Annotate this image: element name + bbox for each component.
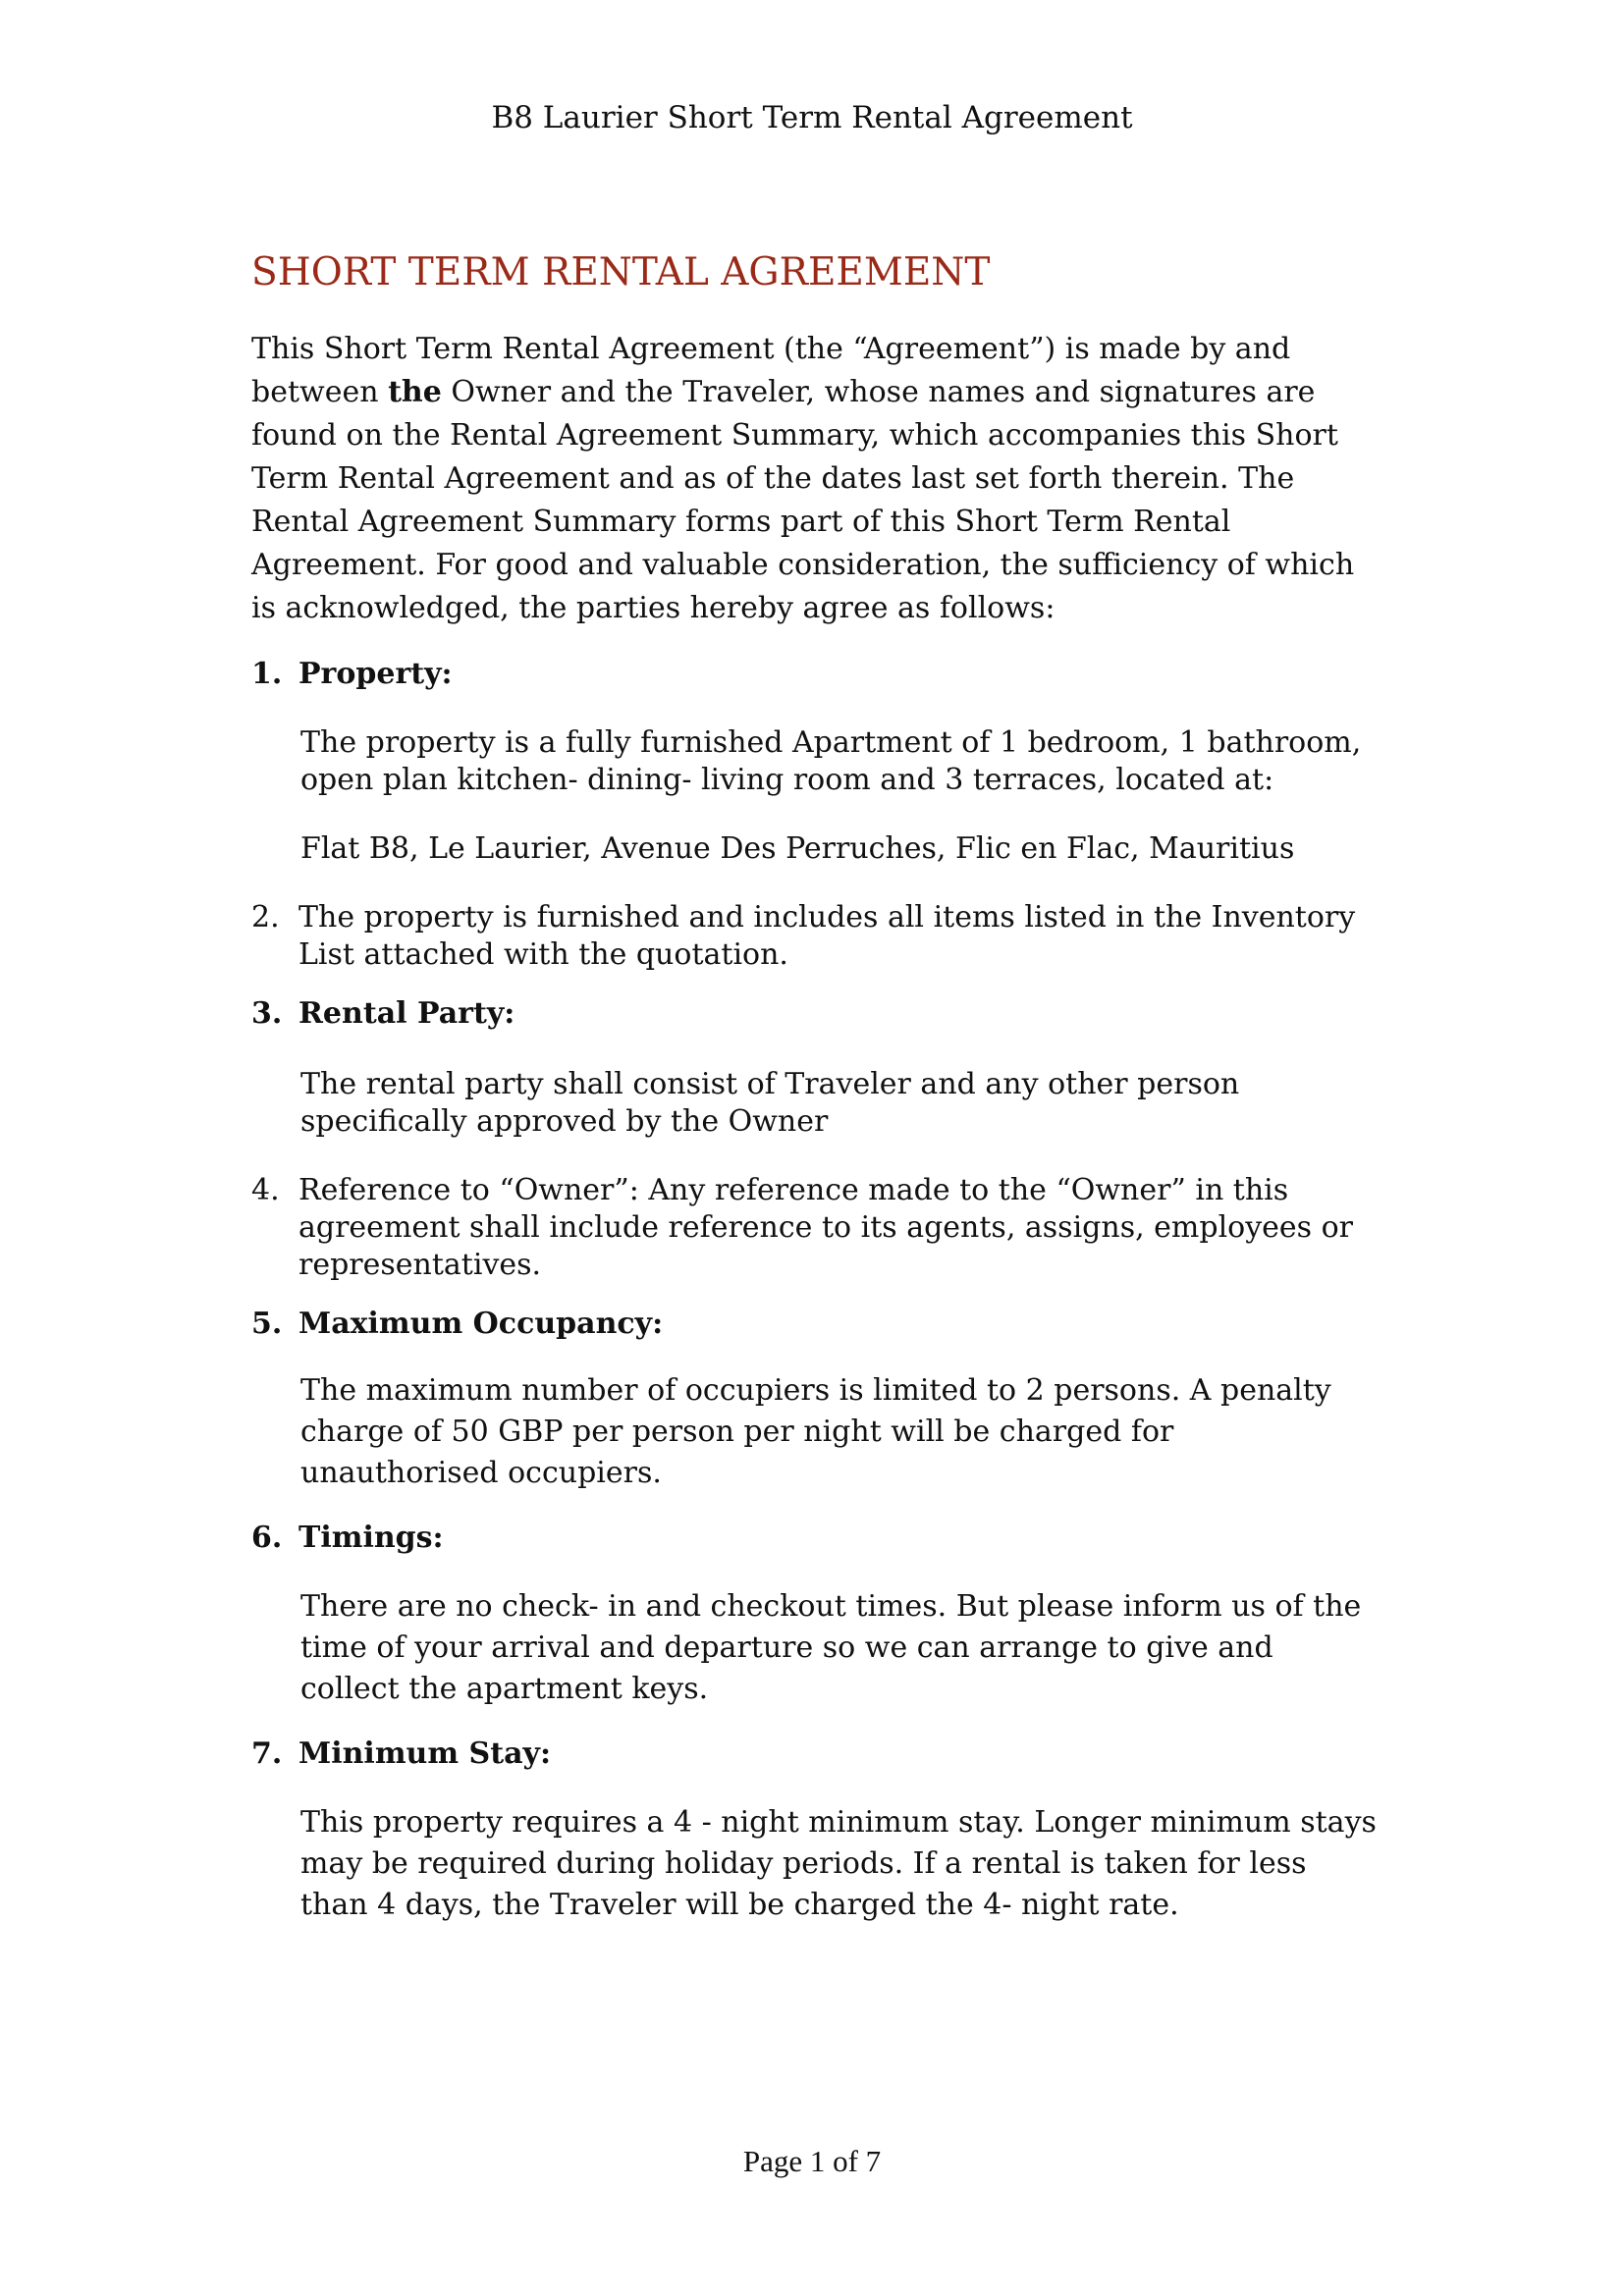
section-number: 4. — [251, 1173, 280, 1207]
section-body: The property is a fully furnished Apartment of 1 bedroom, 1 bathroom, open plan kitchen- dining- living room and 3 terraces, located at: — [300, 725, 1362, 797]
section-heading — [251, 995, 1380, 1033]
section-minimum-stay — [251, 1735, 1380, 1926]
document-title: SHORT TERM RENTAL AGREEMENT — [251, 250, 991, 294]
section-owner-reference — [251, 1172, 1380, 1284]
running-header: B8 Laurier Short Term Rental Agreement — [491, 100, 1133, 135]
section-number: 5. — [251, 1307, 283, 1341]
section-timings — [251, 1520, 1380, 1710]
section-heading-text: Timings: — [298, 1521, 444, 1555]
section-item — [251, 899, 1380, 974]
section-item — [251, 1172, 1380, 1284]
intro-text-start: This Short Term Rental Agreement (the “Agreement”) is made by and between — [251, 332, 1291, 409]
intro-bold-word: the — [388, 375, 442, 409]
section-heading — [251, 1735, 1380, 1773]
document-body — [251, 247, 1380, 1926]
section-heading — [251, 1520, 1380, 1557]
section-rental-party — [251, 995, 1380, 1141]
section-number: 2. — [251, 900, 280, 934]
section-number: 7. — [251, 1736, 283, 1771]
section-number: 3. — [251, 996, 283, 1031]
section-maximum-occupancy — [251, 1306, 1380, 1494]
section-number: 6. — [251, 1521, 283, 1555]
page-number: Page 1 of 7 — [742, 2144, 882, 2178]
intro-paragraph — [251, 328, 1361, 630]
section-heading-text: Rental Party: — [298, 996, 515, 1031]
section-item-text: The property is furnished and includes all items listed in the Inventory List attached with the quotation. — [298, 900, 1356, 972]
intro-text-end: Owner and the Traveler, whose names and signatures are found on the Rental Agreement Summary, which accompanies this Short Term Rental Agreement and as of the dates last set forth therein. The Rental Agreement Summary forms part of this Short Term Rental Agreement. For good and valuable consideration, the sufficiency of which is acknowledged, the parties hereby agree as follows: — [251, 375, 1355, 625]
section-body: The rental party shall consist of Traveler and any other person specifically approved by the Owner — [300, 1067, 1240, 1139]
section-heading-text: Property: — [298, 657, 453, 691]
section-address: Flat B8, Le Laurier, Avenue Des Perruches, Flic en Flac, Mauritius — [300, 831, 1295, 866]
section-property — [251, 656, 1380, 868]
section-body: This property requires a 4 - night minimum stay. Longer minimum stays may be required during holiday periods. If a rental is taken for less than 4 days, the Traveler will be charged the 4- night rate. — [300, 1805, 1377, 1922]
section-number: 1. — [251, 657, 283, 691]
section-body: The maximum number of occupiers is limited to 2 persons. A penalty charge of 50 GBP per person per night will be charged for unauthorised occupiers. — [300, 1373, 1331, 1490]
section-item-text: Reference to “Owner”: Any reference made to the “Owner” in this agreement shall include reference to its agents, assigns, employees or representatives. — [298, 1173, 1354, 1282]
section-heading — [251, 656, 1380, 693]
section-heading-text: Minimum Stay: — [298, 1736, 552, 1771]
section-heading — [251, 1306, 1380, 1343]
section-heading-text: Maximum Occupancy: — [298, 1307, 664, 1341]
section-body: There are no check- in and checkout times. But please inform us of the time of your arrival and departure so we can arrange to give and collect the apartment keys. — [300, 1589, 1362, 1706]
section-furnished — [251, 899, 1380, 974]
